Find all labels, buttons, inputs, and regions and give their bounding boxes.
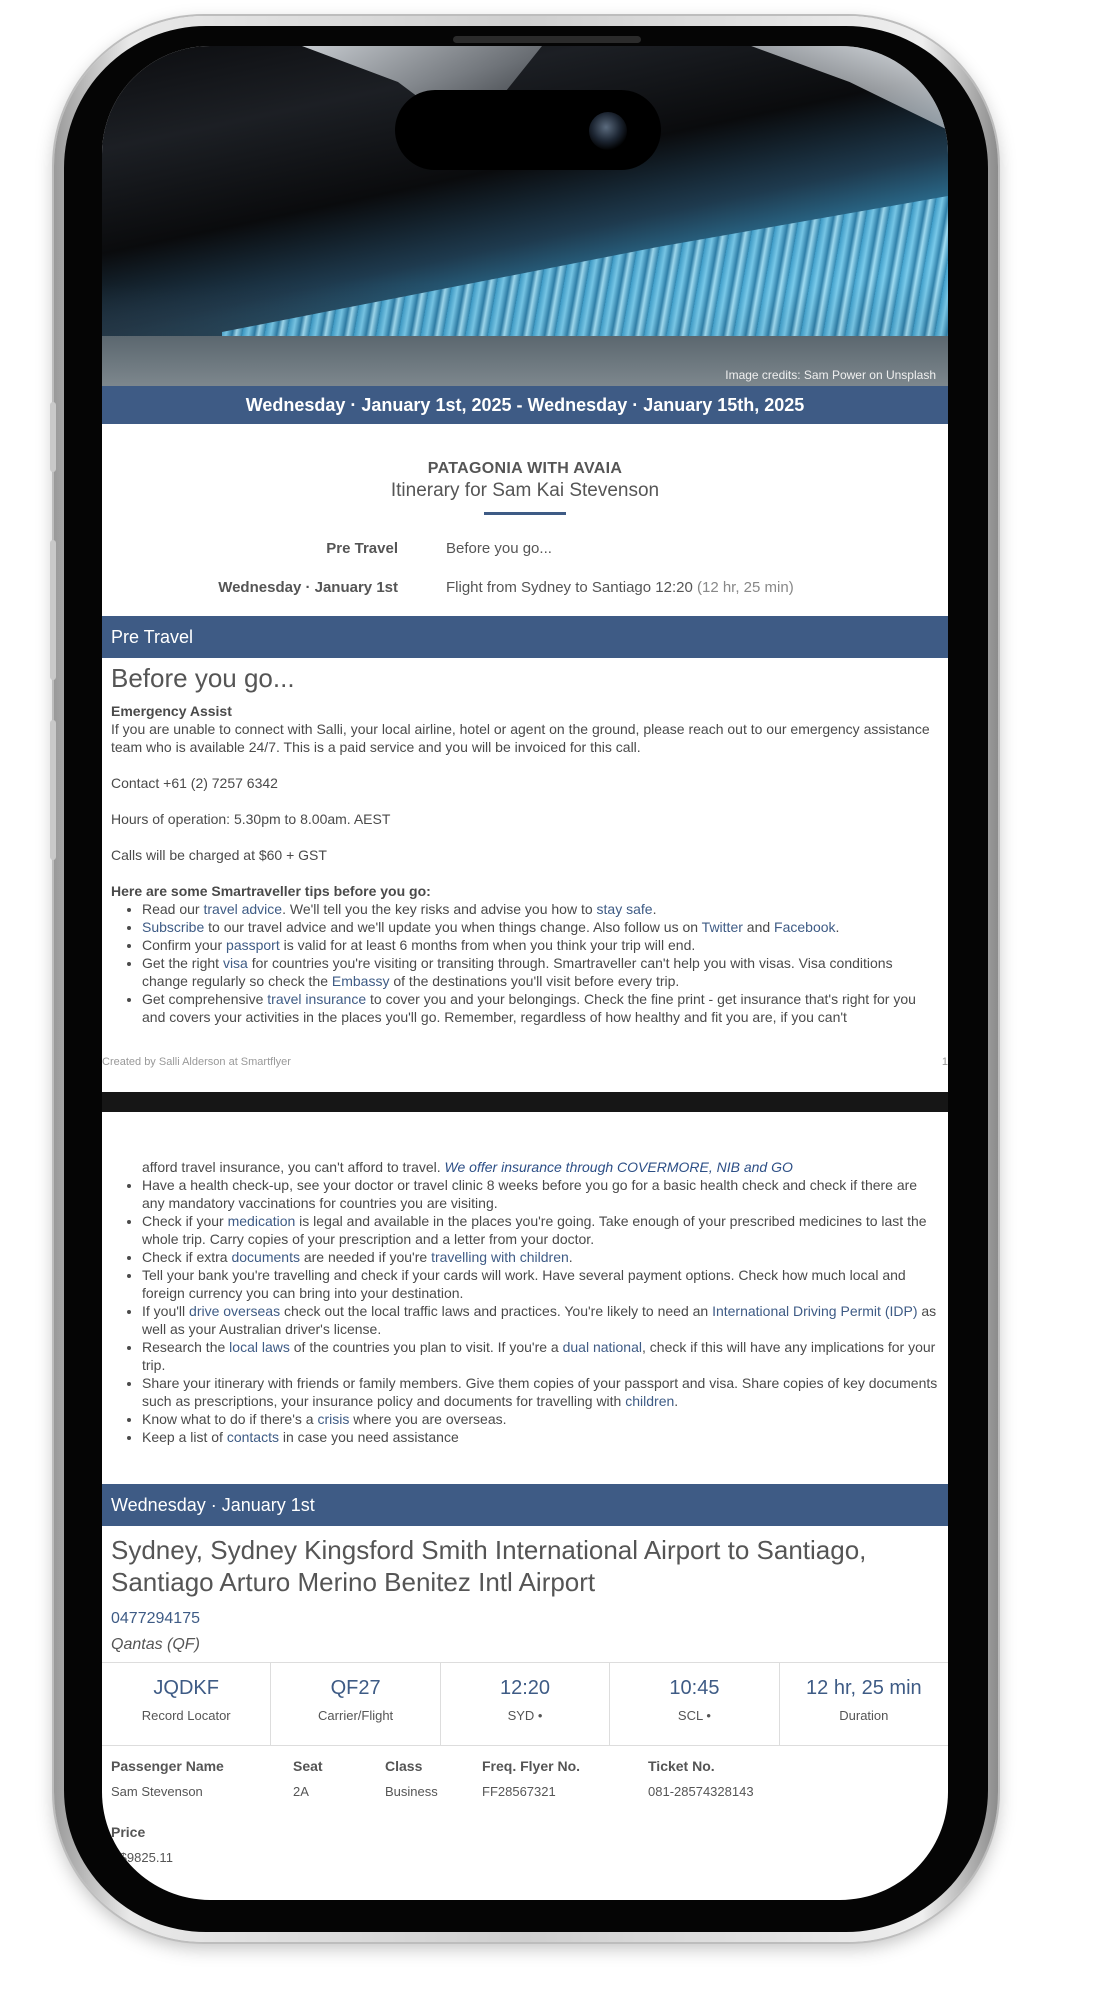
stat-label: Record Locator bbox=[141, 1708, 231, 1723]
travel-advice-link[interactable]: travel advice bbox=[203, 901, 283, 917]
children-link[interactable]: children bbox=[625, 1393, 675, 1409]
list-item: • Get comprehensive travel insurance to cover you and your belongings. Check the fine print - get insurance that's right for you and covers your activities in the places you'll go. Remember, regardless of how healthy and fit you are, if you can't bbox=[142, 990, 941, 1026]
stat-value: 12:20 bbox=[499, 1677, 551, 1699]
stat-value: QF27 bbox=[330, 1677, 381, 1699]
list-item: • Subscribe to our travel advice and we'll update you when things change. Also follow us on Twitter and Facebook. bbox=[142, 918, 941, 936]
list-item: afford travel insurance, you can't afford to travel. We offer insurance through COVERMORE, NIB and GO bbox=[142, 1159, 793, 1175]
dynamic-island bbox=[395, 90, 661, 170]
volume-up-button bbox=[50, 540, 56, 680]
flight-phone-link[interactable]: 0477294175 bbox=[111, 1610, 200, 1627]
earpiece-speaker bbox=[453, 36, 641, 43]
list-item: • If you'll drive overseas check out the local traffic laws and practices. You're likely to need an International Driving Permit (IDP) as well as your Australian driver's license. bbox=[142, 1302, 941, 1338]
section-band-pre-travel: Pre Travel bbox=[102, 616, 948, 658]
trip-dates-band: Wednesday · January 1st, 2025 - Wednesday · January 15th, 2025 bbox=[102, 386, 948, 424]
documents-link[interactable]: documents bbox=[231, 1249, 300, 1265]
pre-travel-content-continued bbox=[111, 1158, 941, 1446]
passenger-name-header: Passenger Name bbox=[111, 1758, 224, 1774]
travel-insurance-link[interactable]: travel insurance bbox=[267, 991, 367, 1007]
stat-label: SCL • bbox=[677, 1708, 711, 1723]
passenger-name: Sam Stevenson bbox=[111, 1784, 203, 1799]
emergency-assist-title: Emergency Assist bbox=[111, 703, 232, 719]
title-divider bbox=[484, 512, 566, 515]
toc-link-flight[interactable] bbox=[446, 579, 794, 596]
seat-header: Seat bbox=[293, 1758, 323, 1774]
subscribe-link[interactable]: Subscribe bbox=[142, 919, 205, 935]
visa-link[interactable]: visa bbox=[222, 955, 248, 971]
drive-overseas-link[interactable]: drive overseas bbox=[189, 1303, 281, 1319]
hours-of-operation: Hours of operation: 5.30pm to 8.00am. AEST bbox=[111, 811, 391, 827]
before-you-go-heading: Before you go... bbox=[111, 663, 295, 693]
local-laws-link[interactable]: local laws bbox=[229, 1339, 290, 1355]
page-subtitle: Itinerary for Sam Kai Stevenson bbox=[390, 480, 660, 501]
camera-icon bbox=[589, 112, 627, 150]
dual-national-link[interactable]: dual national bbox=[562, 1339, 642, 1355]
footer-created-by: Created by Salli Alderson at Smartflyer bbox=[102, 1056, 291, 1068]
call-charge: Calls will be charged at $60 + GST bbox=[111, 847, 327, 863]
toc-label-jan-1[interactable]: Wednesday · January 1st bbox=[218, 579, 398, 596]
stat-carrier-flight bbox=[271, 1663, 440, 1745]
emergency-assist-text: If you are unable to connect with Salli, your local airline, hotel or agent on the ground, please reach out to our emergency assistance team who is available 24/7. This is a paid service and you will be invoiced for this call. bbox=[111, 721, 930, 755]
price-label: Price bbox=[111, 1824, 146, 1840]
image-credit: Image credits: Sam Power on Unsplash bbox=[725, 368, 936, 382]
facebook-link[interactable]: Facebook bbox=[774, 919, 836, 935]
list-item: • Read our travel advice. We'll tell you the key risks and advise you how to stay safe. bbox=[142, 900, 941, 918]
screen bbox=[102, 46, 948, 1900]
hero-snow-peak-right bbox=[702, 46, 948, 166]
medication-link[interactable]: medication bbox=[227, 1213, 296, 1229]
passport-link[interactable]: passport bbox=[226, 937, 280, 953]
page-title: PATAGONIA WITH AVAIA bbox=[427, 460, 623, 477]
price-value: A$9825.11 bbox=[111, 1850, 173, 1865]
carrier-name: Qantas (QF) bbox=[111, 1636, 200, 1653]
seat-value: 2A bbox=[293, 1784, 309, 1799]
stat-arrival bbox=[610, 1663, 779, 1745]
list-item: • Check if extra documents are needed if you're travelling with children. bbox=[142, 1248, 941, 1266]
stat-label: SYD • bbox=[507, 1708, 543, 1723]
stat-value: JQDKF bbox=[153, 1677, 219, 1699]
list-item: • Know what to do if there's a crisis where you are overseas. bbox=[142, 1410, 941, 1428]
ticket-number-value: 081-28574328143 bbox=[648, 1784, 754, 1799]
toc-flight-duration: (12 hr, 25 min) bbox=[696, 579, 794, 596]
section-band-flight-day: Wednesday · January 1st bbox=[102, 1484, 948, 1526]
toc-flight-text: Flight from Sydney to Santiago 12:20 bbox=[446, 579, 693, 596]
ff-number-value: FF28567321 bbox=[482, 1784, 556, 1799]
mute-switch bbox=[50, 402, 56, 472]
contacts-link[interactable]: contacts bbox=[226, 1429, 279, 1445]
list-item: • Share your itinerary with friends or family members. Give them copies of your passport and visa. Share copies of key documents such as prescriptions, your insurance policy and documents for travelling with children. bbox=[142, 1374, 941, 1410]
tips-title: Here are some Smartraveller tips before you go: bbox=[111, 883, 431, 899]
stat-value: 10:45 bbox=[669, 1677, 720, 1699]
stat-label: Carrier/Flight bbox=[318, 1708, 394, 1723]
stat-duration bbox=[780, 1663, 948, 1745]
ff-number-header: Freq. Flyer No. bbox=[482, 1758, 581, 1774]
list-item: • Check if your medication is legal and available in the places you're going. Take enough of your prescribed medicines to last the whole trip. Carry copies of your prescription and a letter from your doctor. bbox=[142, 1212, 941, 1248]
insurance-offer-link[interactable]: We offer insurance through COVERMORE, NIB and GO bbox=[444, 1159, 793, 1175]
class-header: Class bbox=[385, 1758, 423, 1774]
list-item: • Confirm your passport is valid for at least 6 months from when you think your trip will end. bbox=[142, 936, 941, 954]
tips-list bbox=[111, 900, 941, 1026]
stat-label: Duration bbox=[839, 1708, 889, 1723]
travelling-with-children-link[interactable]: travelling with children bbox=[431, 1249, 569, 1265]
idp-link[interactable]: International Driving Permit (IDP) bbox=[712, 1303, 918, 1319]
stat-departure bbox=[441, 1663, 610, 1745]
stat-value: 12 hr, 25 min bbox=[806, 1677, 922, 1699]
list-item: • Get the right visa for countries you're visiting or transiting through. Smartraveller can't help you with visas. Visa conditions change regularly so check the Embassy of the destinations you'll visit before every trip. bbox=[142, 954, 941, 990]
class-value: Business bbox=[385, 1784, 438, 1799]
stat-record-locator bbox=[102, 1663, 271, 1745]
toc-link-before-you-go[interactable]: Before you go... bbox=[446, 540, 552, 557]
stay-safe-link[interactable]: stay safe bbox=[596, 901, 653, 917]
volume-down-button bbox=[50, 720, 56, 860]
page-break bbox=[102, 1092, 948, 1112]
list-item: • Keep a list of contacts in case you need assistance bbox=[142, 1428, 941, 1446]
footer-page-number: 1 bbox=[941, 1056, 948, 1068]
embassy-link[interactable]: Embassy bbox=[331, 973, 390, 989]
list-item: • Have a health check-up, see your doctor or travel clinic 8 weeks before you go for a basic health check and check if there are any mandatory vaccinations for countries you are visiting. bbox=[142, 1176, 941, 1212]
flight-route-title: Sydney, Sydney Kingsford Smith International Airport to Santiago, Santiago Arturo Merino Benitez Intl Airport bbox=[111, 1535, 867, 1597]
list-item: • Tell your bank you're travelling and check if your cards will work. Have several payment options. Check how much local and foreign currency you can bring into your destination. bbox=[142, 1266, 941, 1302]
tips-list-2 bbox=[111, 1176, 941, 1446]
list-item: • Research the local laws of the countries you plan to visit. If you're a dual national, check if this will have any implications for your trip. bbox=[142, 1338, 941, 1374]
crisis-link[interactable]: crisis bbox=[317, 1411, 350, 1427]
emergency-contact: Contact +61 (2) 7257 6342 bbox=[111, 775, 278, 791]
pre-travel-content bbox=[111, 702, 941, 1026]
tips-list-continued bbox=[111, 1158, 941, 1176]
toc-label-pre-travel[interactable]: Pre Travel bbox=[326, 540, 398, 557]
ticket-number-header: Ticket No. bbox=[648, 1758, 715, 1774]
twitter-link[interactable]: Twitter bbox=[701, 919, 743, 935]
flight-stats bbox=[102, 1662, 948, 1746]
